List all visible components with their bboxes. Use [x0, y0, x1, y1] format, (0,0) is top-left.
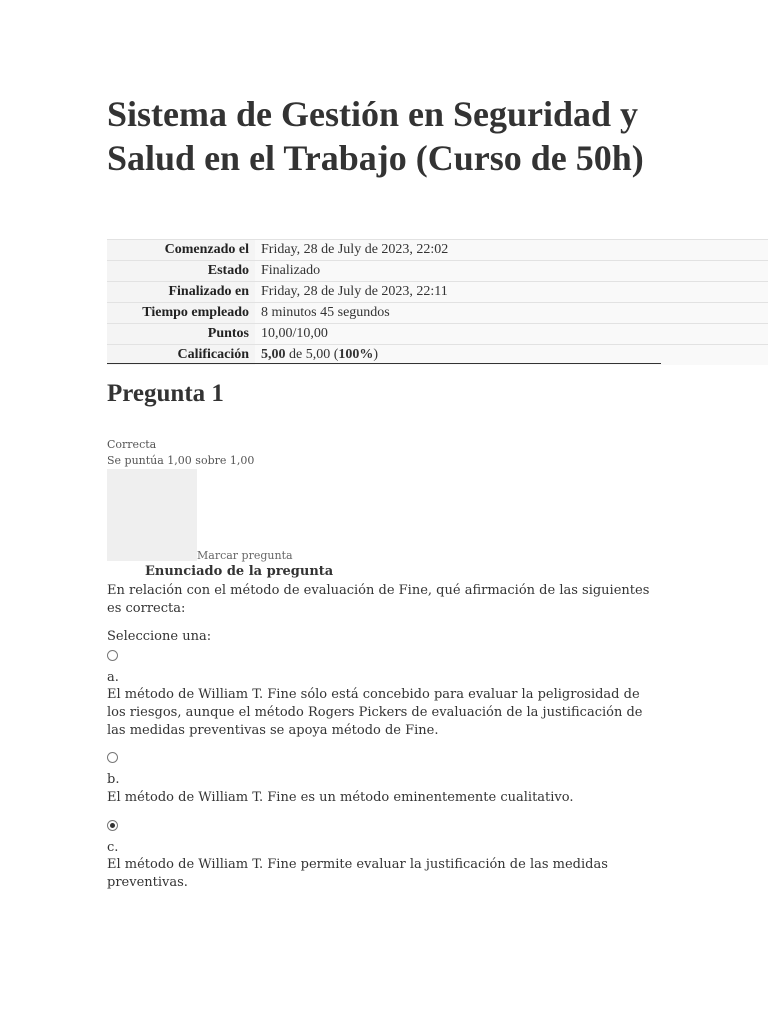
- flag-question-link[interactable]: Marcar pregunta: [197, 549, 293, 562]
- page-title: Sistema de Gestión en Seguridad y Salud en el Trabajo (Curso de 50h): [107, 94, 644, 178]
- attempt-summary-table: [107, 239, 768, 365]
- question-status: Correcta: [107, 438, 157, 451]
- select-prompt: Seleccione una:: [107, 629, 212, 644]
- summary-row-finished: [107, 282, 768, 303]
- summary-row-points: [107, 324, 768, 345]
- grade-close: ): [373, 347, 379, 362]
- summary-label: Comenzado el: [107, 240, 255, 261]
- summary-divider: [107, 363, 661, 364]
- option-c-text[interactable]: El método de William T. Fine permite evaluar la justificación de las medidas preventivas.: [107, 857, 608, 890]
- question-score: Se puntúa 1,00 sobre 1,00: [107, 454, 255, 467]
- summary-row-state: [107, 261, 768, 282]
- option-a-text[interactable]: El método de William T. Fine sólo está concebido para evaluar la peligrosidad de los riesgos, aunque el método Rogers Pickers de evaluación de la justificación de las medidas preventivas se apoya método de Fine.: [107, 687, 643, 738]
- summary-label: Puntos: [107, 324, 255, 345]
- summary-label: Finalizado en: [107, 282, 255, 303]
- grade-of-text: de 5,00 (: [285, 347, 339, 362]
- summary-label: Tiempo empleado: [107, 303, 255, 324]
- statement-title: Enunciado de la pregunta: [145, 564, 334, 579]
- summary-label: Calificación: [107, 345, 255, 366]
- grade-value: [255, 345, 768, 366]
- summary-row-started: [107, 240, 768, 261]
- grade-score: 5,00: [261, 347, 286, 362]
- summary-value: Friday, 28 de July de 2023, 22:02: [255, 240, 768, 261]
- summary-value: Friday, 28 de July de 2023, 22:11: [255, 282, 768, 303]
- summary-value: Finalizado: [255, 261, 768, 282]
- flag-icon[interactable]: [107, 469, 197, 561]
- option-c-letter: c.: [107, 840, 119, 855]
- summary-value: 10,00/10,00: [255, 324, 768, 345]
- question-statement: En relación con el método de evaluación de Fine, qué afirmación de las siguientes es correcta:: [107, 583, 650, 616]
- summary-label: Estado: [107, 261, 255, 282]
- option-c-radio[interactable]: [107, 820, 118, 831]
- option-b-text[interactable]: El método de William T. Fine es un método eminentemente cualitativo.: [107, 790, 574, 805]
- summary-row-time-taken: [107, 303, 768, 324]
- question-heading: Pregunta 1: [107, 380, 224, 407]
- summary-row-grade: [107, 345, 768, 366]
- grade-percent: 100%: [338, 347, 374, 362]
- option-a-letter: a.: [107, 670, 119, 685]
- summary-value: 8 minutos 45 segundos: [255, 303, 768, 324]
- option-b-letter: b.: [107, 772, 120, 787]
- option-a-radio[interactable]: [107, 650, 118, 661]
- option-b-radio[interactable]: [107, 752, 118, 763]
